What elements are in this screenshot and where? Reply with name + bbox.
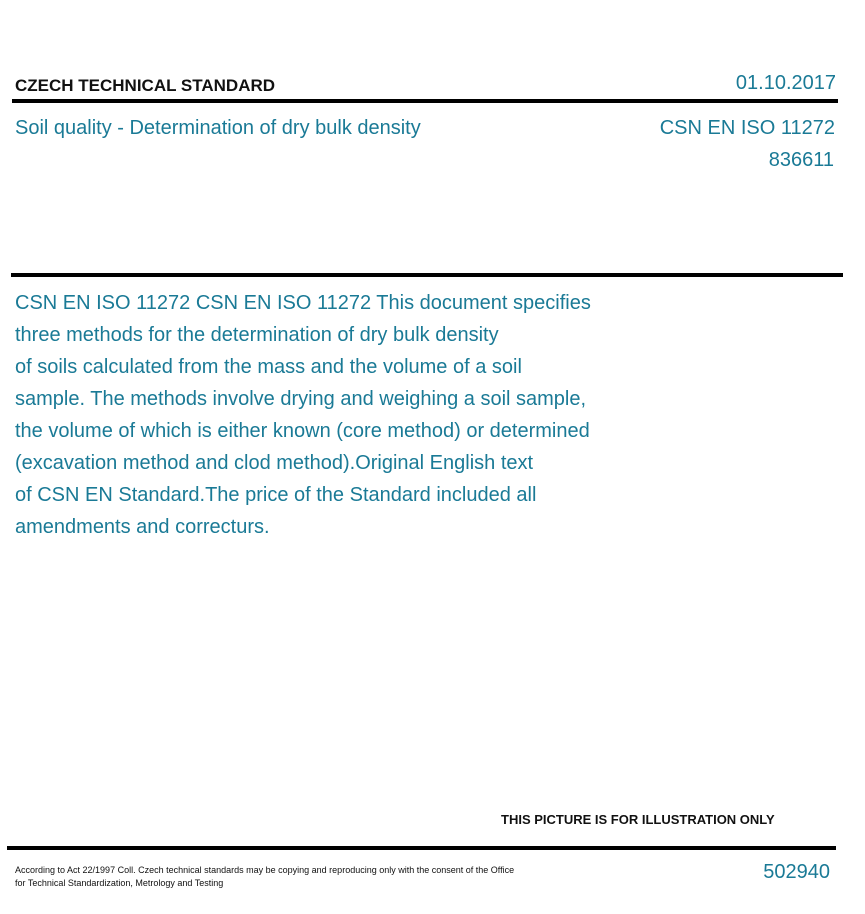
abstract-line: of soils calculated from the mass and the volume of a soil — [15, 356, 522, 378]
abstract-line: (excavation method and clod method).Original English text — [15, 452, 534, 474]
abstract-line: three methods for the determination of dry bulk density — [15, 324, 499, 346]
legal-notice-line: for Technical Standardization, Metrology and Testing — [15, 878, 224, 888]
section-divider — [11, 273, 843, 277]
abstract-text — [15, 287, 665, 543]
abstract-line: sample. The methods involve drying and weighing a soil sample, — [15, 388, 587, 410]
catalog-number: 502940 — [763, 861, 830, 883]
illustration-disclaimer: THIS PICTURE IS FOR ILLUSTRATION ONLY — [501, 812, 775, 827]
abstract-line: CSN EN ISO 11272 CSN EN ISO 11272 This document specifies — [15, 292, 591, 314]
classification-code: 836611 — [768, 149, 834, 171]
footer-divider — [7, 846, 836, 850]
legal-notice — [15, 864, 514, 890]
standard-category-title: CZECH TECHNICAL STANDARD — [15, 76, 276, 95]
legal-notice-line: According to Act 22/1997 Coll. Czech technical standards may be copying and reproducing only with the consent of the Office — [15, 865, 515, 875]
abstract-line: amendments and correcturs. — [15, 516, 270, 538]
abstract-line: of CSN EN Standard.The price of the Standard included all — [15, 484, 537, 506]
standard-number: CSN EN ISO 11272 — [659, 117, 835, 139]
header-divider — [12, 99, 838, 103]
publication-date: 01.10.2017 — [735, 72, 836, 94]
abstract-line: the volume of which is either known (core method) or determined — [15, 420, 590, 442]
document-subject: Soil quality - Determination of dry bulk density — [15, 117, 421, 139]
